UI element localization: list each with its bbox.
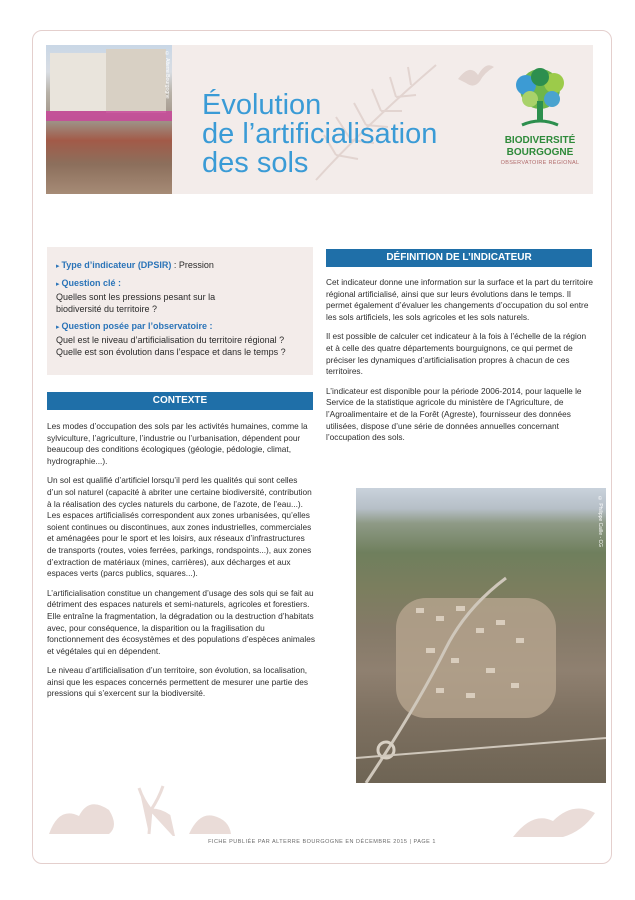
observatory-question-label: Question posée par l’observatoire : xyxy=(61,321,213,331)
contexte-paragraph-4: Le niveau d’artificialisation d’un territoire, son évolution, sa localisation, ainsi que les espaces concernés permettent de mesurer une partie des pressions qui s’exercent sur la biodiversité. xyxy=(47,665,309,699)
aerial-photo-credit: © Philippe Caille - CG xyxy=(597,496,603,548)
title-line-1: Évolution xyxy=(202,89,322,121)
contexte-heading: CONTEXTE xyxy=(47,392,313,410)
indicator-type xyxy=(56,259,308,273)
definition-paragraph-2: Il est possible de calculer cet indicateur à la fois à l’échelle de la région et à celle des quatre départements bourguignons, ce qui permet de préciser les dynamiques d’artificialisation propres à chacun de ces territoires. xyxy=(326,331,587,377)
aerial-town-photo xyxy=(356,488,606,783)
logo-line-2: BOURGOGNE xyxy=(506,147,574,158)
wildlife-decoration xyxy=(39,776,239,836)
indicator-type-label: Type d’indicateur (DPSIR) xyxy=(61,260,172,270)
logo-line-3: OBSERVATOIRE RÉGIONAL xyxy=(500,160,580,166)
page-frame xyxy=(32,30,612,864)
aerial-scene xyxy=(356,488,606,783)
key-question xyxy=(56,277,308,315)
header-banner xyxy=(46,45,593,194)
page-title xyxy=(202,91,437,178)
title-line-2: de l’artificialisation xyxy=(202,118,438,150)
key-question-label: Question clé : xyxy=(61,278,121,288)
key-question-text: Quelles sont les pressions pesant sur la biodiversité du territoire ? xyxy=(56,292,216,314)
contexte-body xyxy=(47,421,315,700)
plant-decoration xyxy=(503,791,603,839)
observatory-question xyxy=(56,320,308,358)
arrow-icon: ▸ xyxy=(56,324,62,331)
bird-decoration xyxy=(456,59,496,93)
definition-paragraph-3: L’indicateur est disponible pour la période 2006-2014, pour laquelle le Service de la statistique agricole du ministère de l’Agriculture, de l’Agroalimentaire et de la Forêt (Agreste), fournisseur des données utilisées, dispose d’une série de données annuelles concernant l’occupation des sols. xyxy=(326,385,582,443)
questions-box xyxy=(47,247,313,375)
page-footer: FICHE PUBLIÉE PAR ALTERRE BOURGOGNE EN DÉCEMBRE 2015 | PAGE 1 xyxy=(208,839,436,845)
header-photo xyxy=(46,45,172,194)
title-line-3: des sols xyxy=(202,147,309,179)
contexte-paragraph-2: Un sol est qualifié d’artificiel lorsqu’il perd les qualités qui sont celles d’un sol naturel (capacité à abriter une certaine biodiversité, contribution à la réalisation des cycles naturels du carbone, de l’azote, de l’eau...). Les espaces artificialisés correspondent aux zones urbanisées, qu’elles soient continues ou discontinues, aux zones industrielles, commerciales et aménagées pour le sport et les loisirs, aux réseaux d’infrastructures de transports (routes, voies ferrées, parkings, rondspoints...), aux zones d’extraction de matériaux (mines, carrières), aux décharges et aux espaces verts (parcs publics, squares...). xyxy=(47,475,312,579)
definition-paragraph-1: Cet indicateur donne une information sur la surface et la part du territoire régional artificialisé, ainsi que sur leurs évolutions dans le temps. Il permet également d’évaluer les changements d’occupation du sol entre les sols artificiels, les sols agricoles et les sols naturels. xyxy=(326,277,594,322)
contexte-paragraph-3: L’artificialisation constitue un changement d’usage des sols qui se fait au détriment des espaces naturels et semi-naturels, agricoles et forestiers. Elle entraîne la fragmentation, la dégradation ou la destruction d’habitats avec, pour conséquence, la disparition ou la fragilisation du fonctionnement des écosystèmes et des populations d’espèces animales et végétales qui en dépendent. xyxy=(47,587,315,656)
arrow-icon: ▸ xyxy=(56,281,62,288)
contexte-paragraph-1: Les modes d’occupation des sols par les activités humaines, comme la sylviculture, l’agriculture, l’industrie ou l’urbanisation, dépendent pour beaucoup des conditions écologiques (géologie, pédologie, climat, hydrographie...). xyxy=(47,421,308,466)
indicator-type-value: : Pression xyxy=(171,260,214,270)
logo xyxy=(494,65,586,185)
definition-body xyxy=(326,277,594,444)
observatory-question-text: Quel est le niveau d’artificialisation du territoire régional ? Quelle est son évolution dans l’espace et dans le temps ? xyxy=(56,335,286,357)
header-photo-credit: © Alterre Bourgogne xyxy=(164,51,170,99)
arrow-icon: ▸ xyxy=(56,263,62,270)
logo-line-1: BIODIVERSITÉ xyxy=(504,135,576,146)
tree-icon xyxy=(508,67,572,129)
definition-heading: DÉFINITION DE L’INDICATEUR xyxy=(326,249,592,267)
